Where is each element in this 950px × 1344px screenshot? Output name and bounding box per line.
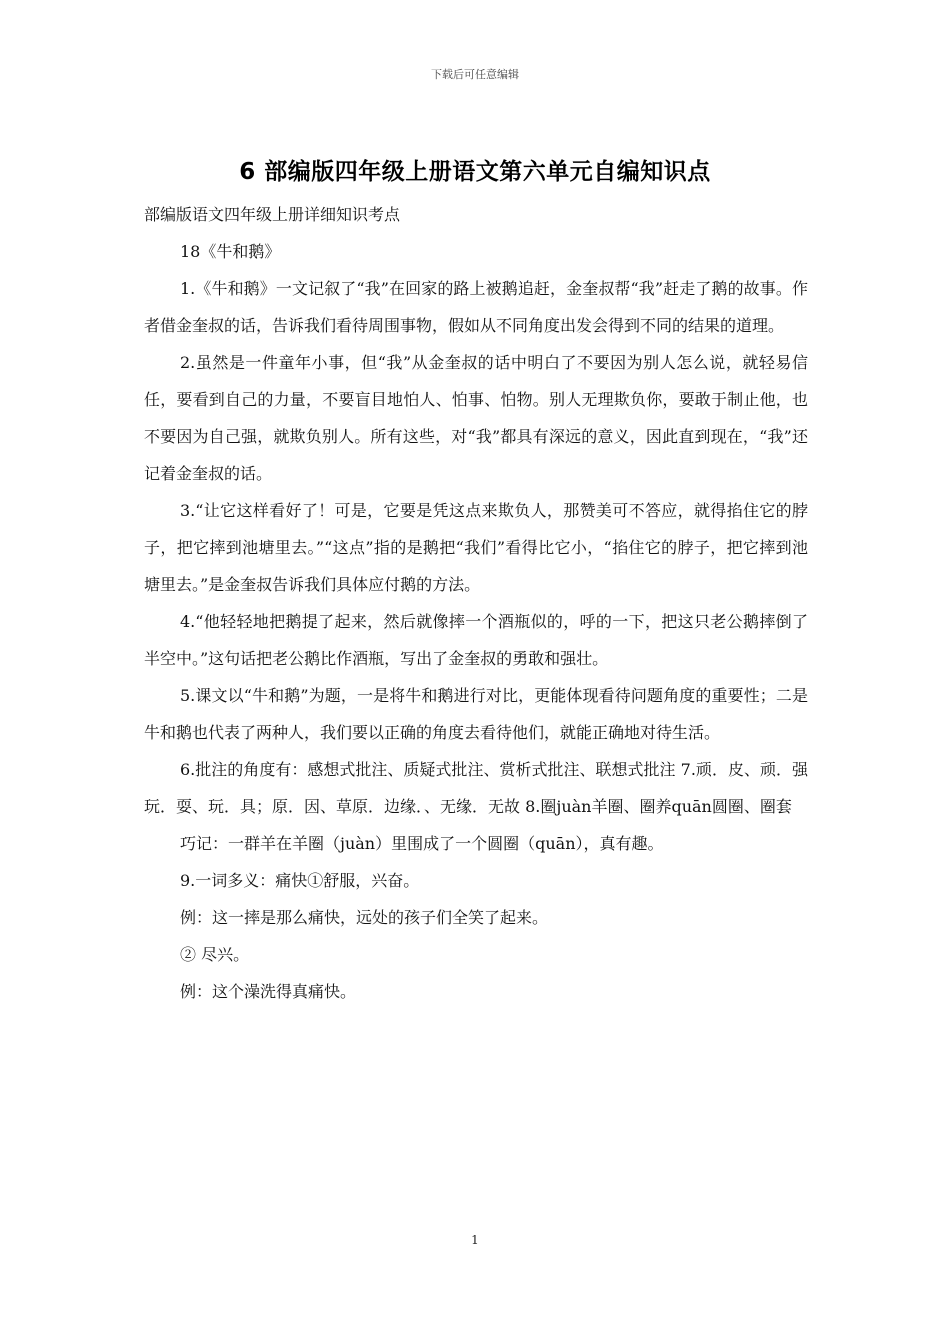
page-title: 6 部编版四年级上册语文第六单元自编知识点: [239, 159, 711, 185]
header-note: 下载后可任意编辑: [431, 68, 519, 81]
tip-line: 巧记：一群羊在羊圈（juàn）里围成了一个圆圈（quān），真有趣。: [180, 834, 664, 853]
example-1: 例：这一摔是那么痛快，远处的孩子们全笑了起来。: [180, 908, 549, 927]
paragraph-4: 4.“他轻轻地把鹅提了起来，然后就像摔一个酒瓶似的，呼的一下，把这只老公鹅摔倒了半空中。”这句话把老公鹅比作酒瓶，写出了金奎叔的勇敢和强壮。: [144, 612, 808, 668]
paragraph-5: 5.课文以“牛和鹅”为题，一是将牛和鹅进行对比，更能体现看待问题角度的重要性；二是牛和鹅也代表了两种人，我们要以正确的角度去看待他们，就能正确地对待生活。: [144, 686, 808, 742]
paragraph-2: 2.虽然是一件童年小事，但“我”从金奎叔的话中明白了不要因为别人怎么说，就轻易信任，要看到自己的力量，不要盲目地怕人、怕事、怕物。别人无理欺负你，要敢于制止他，也不要因为自己强，就欺负别人。所有这些，对“我”都具有深远的意义，因此直到现在，“我”还记着金奎叔的话。: [144, 353, 808, 483]
section-heading: 18《牛和鹅》: [180, 242, 281, 261]
meaning-2: ② 尽兴。: [180, 945, 250, 964]
subtitle: 部编版语文四年级上册详细知识考点: [144, 205, 401, 224]
paragraph-1: 1.《牛和鹅》一文记叙了“我”在回家的路上被鹅追赶，金奎叔帮“我”赶走了鹅的故事。作者借金奎叔的话，告诉我们看待周围事物，假如从不同角度出发会得到不同的结果的道理。: [144, 279, 808, 335]
page-number: 1: [471, 1233, 479, 1247]
paragraph-6: 6.批注的角度有：感想式批注、质疑式批注、赏析式批注、联想式批注 7.顽．皮、顽．强玩．耍、玩．具；原．因、草原．边缘．、无缘．无故 8.圈juàn羊圈、圈养quān圆圈、圈套: [144, 760, 808, 816]
item-9: 9.一词多义：痛快①舒服，兴奋。: [180, 871, 420, 890]
paragraph-3: 3.“让它这样看好了！可是，它要是凭这点来欺负人，那赞美可不答应，就得掐住它的脖子，把它摔到池塘里去。”“这点”指的是鹅把“我们”看得比它小，“掐住它的脖子，把它摔到池塘里去。”是金奎叔告诉我们具体应付鹅的方法。: [144, 501, 808, 594]
document-body: [144, 196, 808, 1010]
example-2: 例：这个澡洗得真痛快。: [180, 982, 357, 1001]
